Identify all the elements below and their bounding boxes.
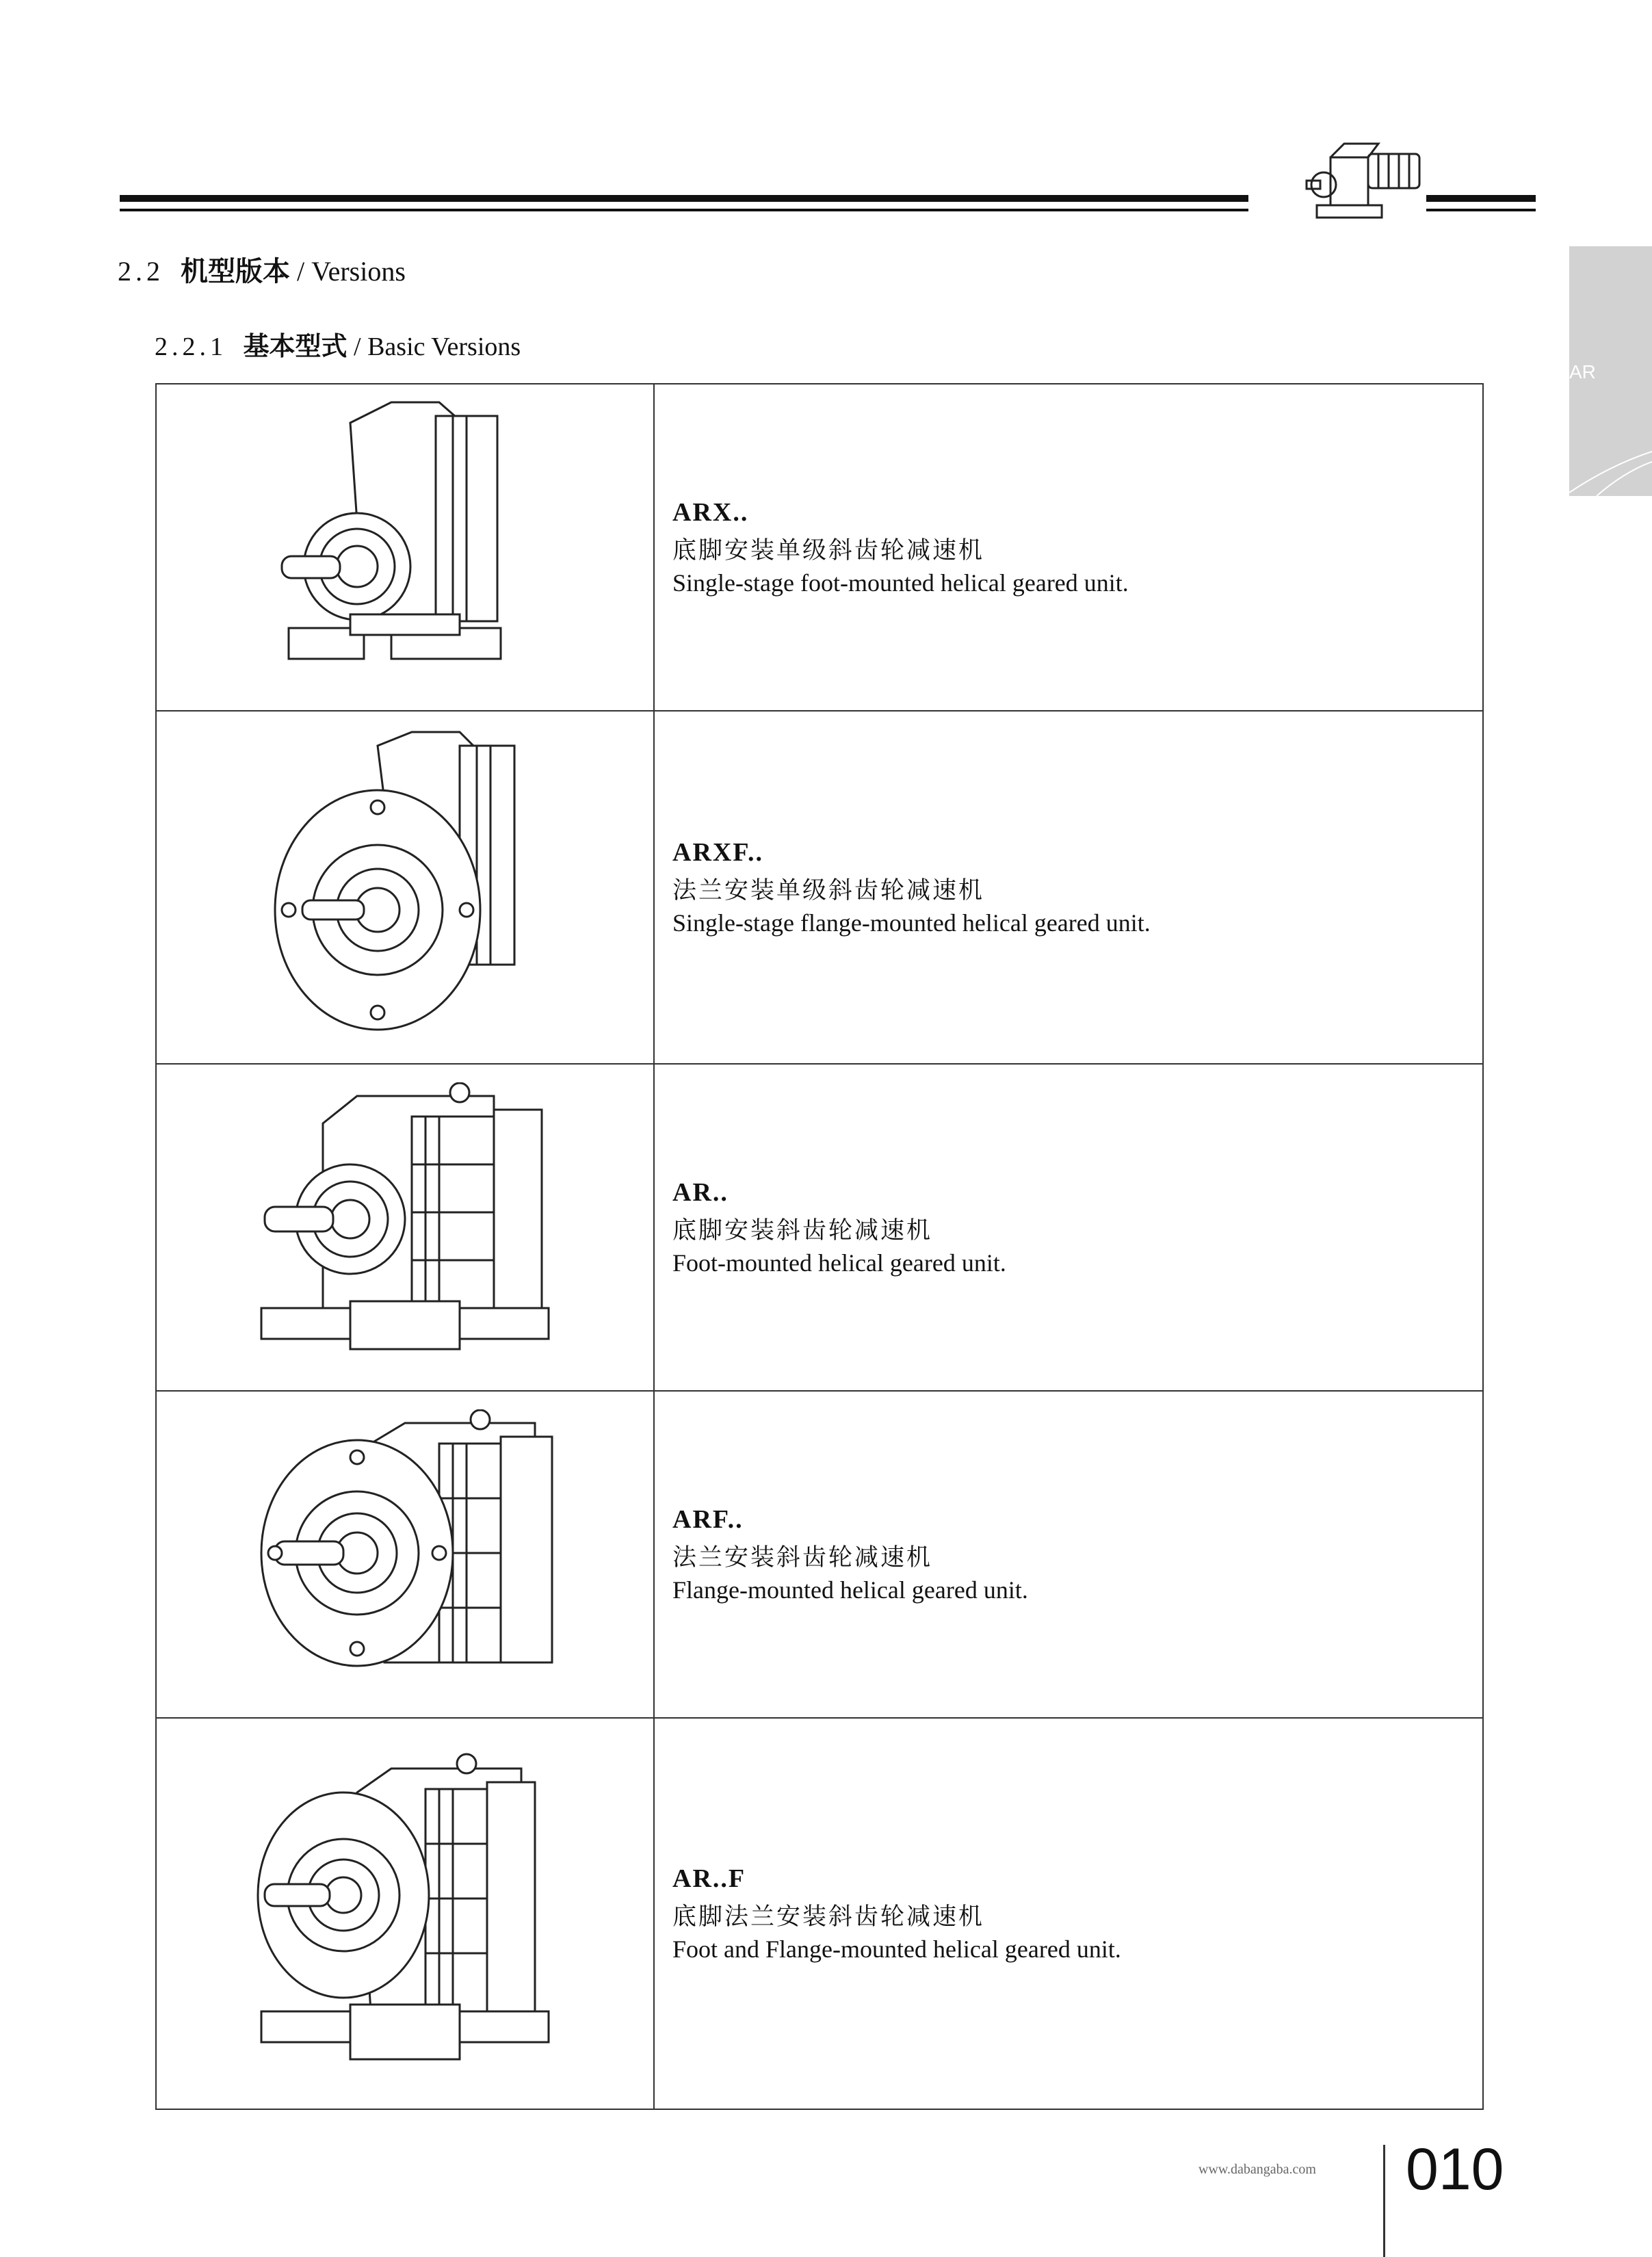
- version-code: ARX..: [672, 498, 749, 527]
- version-name-zh: 法兰安装斜齿轮减速机: [672, 1544, 933, 1571]
- version-image-cell: [156, 384, 654, 711]
- footer-divider: [1383, 2145, 1385, 2257]
- gearbox-flange-icon: [157, 1409, 653, 1700]
- gearbox-flange-single-stage-icon: [157, 725, 653, 1050]
- version-code: ARXF..: [672, 838, 764, 867]
- subsection-title: 2.2.1 基本型式 / Basic Versions: [155, 331, 521, 361]
- version-text-cell: [654, 1391, 1483, 1718]
- table-row: [156, 711, 1483, 1064]
- side-tab-label: AR: [1569, 361, 1596, 382]
- version-name-zh: 底脚安装单级斜齿轮减速机: [672, 537, 985, 564]
- side-tab: [1569, 246, 1652, 496]
- version-name-zh: 底脚安装斜齿轮减速机: [672, 1217, 933, 1244]
- version-name-en: Single-stage foot-mounted helical geared unit.: [672, 569, 1129, 597]
- side-tab-swoosh: [1569, 424, 1652, 496]
- table-row: [156, 384, 1483, 711]
- table-row: [156, 1391, 1483, 1718]
- version-name-zh: 法兰安装单级斜齿轮减速机: [672, 877, 985, 904]
- version-name-en: Single-stage flange-mounted helical geared unit.: [672, 909, 1151, 937]
- version-code: ARF..: [672, 1505, 744, 1534]
- version-text-cell: [654, 711, 1483, 1064]
- table-row: [156, 1718, 1483, 2109]
- version-text-cell: [654, 1718, 1483, 2109]
- section-title: 2.2 机型版本 / Versions: [118, 256, 406, 287]
- gearbox-foot-icon: [157, 1082, 653, 1373]
- footer-url: www.dabangaba.com: [1198, 2162, 1316, 2177]
- version-image-cell: [156, 711, 654, 1064]
- version-name-en: Flange-mounted helical geared unit.: [672, 1576, 1028, 1604]
- version-image-cell: [156, 1718, 654, 2109]
- version-name-zh: 底脚法兰安装斜齿轮减速机: [672, 1903, 985, 1931]
- versions-table: [155, 383, 1484, 2110]
- gearbox-foot-flange-icon: [157, 1751, 653, 2076]
- version-image-cell: [156, 1064, 654, 1391]
- gear-motor-header-icon: [1269, 130, 1433, 233]
- page-number: 010: [1406, 2137, 1504, 2202]
- version-code: AR..: [672, 1178, 729, 1207]
- gearbox-foot-single-stage-icon: [157, 395, 653, 700]
- version-name-en: Foot-mounted helical geared unit.: [672, 1249, 1006, 1277]
- version-text-cell: [654, 384, 1483, 711]
- table-row: [156, 1064, 1483, 1391]
- version-name-en: Foot and Flange-mounted helical geared unit.: [672, 1935, 1121, 1963]
- version-text-cell: [654, 1064, 1483, 1391]
- version-image-cell: [156, 1391, 654, 1718]
- version-code: AR..F: [672, 1864, 746, 1893]
